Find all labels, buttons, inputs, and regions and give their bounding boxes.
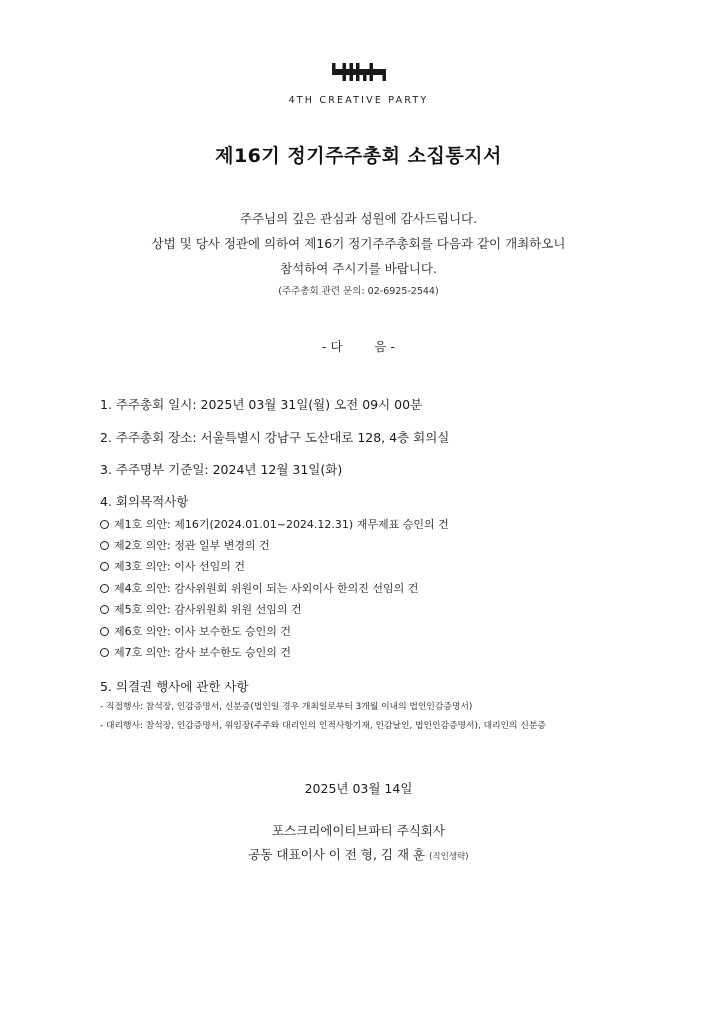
agenda-item-text: 제1호 의안: 제16기(2024.01.01~2024.12.31) 재무제표 승인의 건 bbox=[114, 518, 449, 531]
circle-bullet-icon bbox=[100, 562, 109, 571]
notice-date: 2025년 03월 14일 bbox=[304, 781, 413, 796]
agenda-item bbox=[100, 558, 245, 574]
agenda-item bbox=[100, 537, 270, 553]
record-date-item: 3. 주주명부 기준일: 2024년 12월 31일(화) bbox=[100, 462, 343, 477]
section-divider-da-eum: - 다 음 - bbox=[322, 339, 395, 354]
representative-line bbox=[0, 845, 717, 863]
circle-bullet-icon bbox=[100, 541, 109, 550]
agenda-item-text: 제4호 의안: 감사위원회 위원이 되는 사외이사 한의진 선임의 건 bbox=[114, 582, 419, 595]
circle-bullet-icon bbox=[100, 520, 109, 529]
voting-rights-heading: 5. 의결권 행사에 관한 사항 bbox=[100, 679, 249, 694]
agenda-item-text: 제7호 의안: 감사 보수한도 승인의 건 bbox=[114, 646, 291, 659]
seal-omitted-note: (직인생략) bbox=[429, 852, 469, 862]
direct-voting-note: - 직접행사: 참석장, 인감증명서, 신분증(법인일 경우 개최일로부터 3개월 이내의 법인인감증명서) bbox=[100, 702, 473, 712]
agenda-item bbox=[100, 601, 302, 617]
greeting-line-1: 주주님의 깊은 관심과 성원에 감사드립니다. bbox=[239, 211, 478, 226]
circle-bullet-icon bbox=[100, 648, 109, 657]
greeting-line-3: 참석하여 주시기를 바랍니다. bbox=[280, 261, 437, 276]
agenda-heading: 4. 회의목적사항 bbox=[100, 494, 189, 509]
company-name: 포스크리에이티브파티 주식회사 bbox=[271, 823, 446, 838]
agenda-item bbox=[100, 516, 449, 532]
meeting-date-item: 1. 주주총회 일시: 2025년 03월 31일(월) 오전 09시 00분 bbox=[100, 397, 423, 412]
page-title: 제16기 정기주주총회 소집통지서 bbox=[215, 145, 502, 167]
agenda-item bbox=[100, 644, 291, 660]
brand-name: 4TH CREATIVE PARTY bbox=[288, 95, 429, 106]
circle-bullet-icon bbox=[100, 584, 109, 593]
4th-creative-party-logo bbox=[332, 63, 386, 81]
circle-bullet-icon bbox=[100, 605, 109, 614]
greeting-line-2: 상법 및 당사 정관에 의하여 제16기 정기주주총회를 다음과 같이 개최하오니 bbox=[151, 236, 566, 251]
meeting-place-item: 2. 주주총회 장소: 서울특별시 강남구 도산대로 128, 4층 회의실 bbox=[100, 430, 450, 445]
agenda-item-text: 제5호 의안: 감사위원회 위원 선임의 건 bbox=[114, 603, 302, 616]
proxy-voting-note: - 대리행사: 참석장, 인감증명서, 위임장(주주와 대리인의 인적사항기재, 인감날인, 법인인감증명서), 대리인의 신분증 bbox=[100, 721, 546, 731]
agenda-item bbox=[100, 580, 418, 596]
agenda-item-text: 제2호 의안: 정관 일부 변경의 건 bbox=[114, 539, 270, 552]
representative-names: 공동 대표이사 이 전 형, 김 재 훈 bbox=[248, 847, 426, 862]
agenda-item bbox=[100, 623, 291, 639]
agenda-item-text: 제3호 의안: 이사 선임의 건 bbox=[114, 560, 245, 573]
inquiry-contact: (주주총회 관련 문의: 02-6925-2544) bbox=[278, 286, 439, 297]
circle-bullet-icon bbox=[100, 627, 109, 636]
agenda-item-text: 제6호 의안: 이사 보수한도 승인의 건 bbox=[114, 625, 291, 638]
